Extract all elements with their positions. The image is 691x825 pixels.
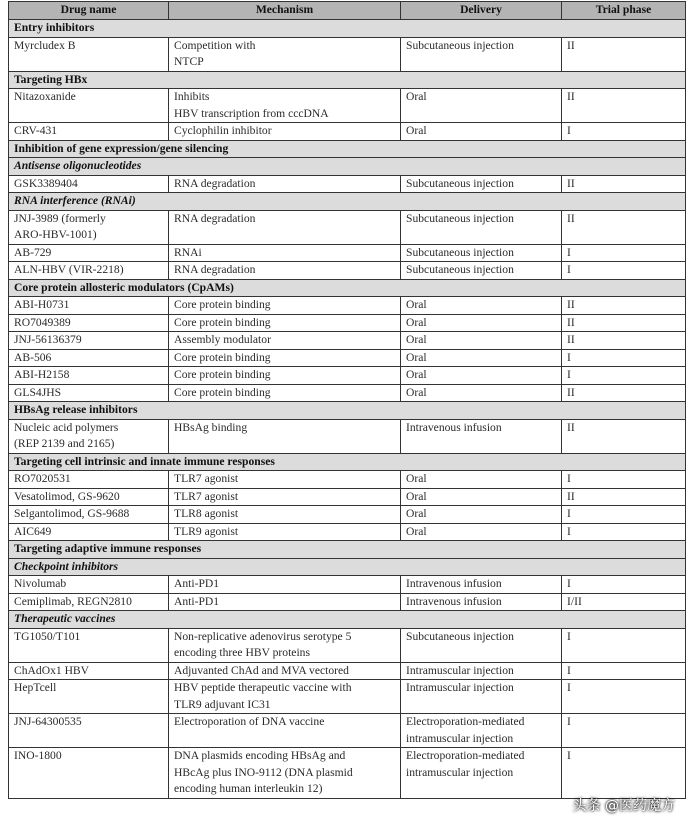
mechanism-cell: Core protein binding [169, 349, 401, 367]
trial-phase-cell: I [562, 367, 686, 385]
table-row [9, 748, 686, 799]
section-title: Targeting HBx [9, 71, 686, 89]
delivery-cell: Oral [401, 384, 562, 402]
table-row [9, 419, 686, 453]
delivery-cell: Intramuscular injection [401, 680, 562, 714]
delivery-cell: Oral [401, 488, 562, 506]
trial-phase-cell: I [562, 244, 686, 262]
delivery-cell: Electroporation-mediated intramuscular injection [401, 748, 562, 799]
drug-name-cell: RO7020531 [9, 471, 169, 489]
table-row [9, 506, 686, 524]
subsection-title: Antisense oligonucleotides [9, 158, 686, 176]
trial-phase-cell: II [562, 332, 686, 350]
delivery-cell: Oral [401, 123, 562, 141]
delivery-cell: Intravenous infusion [401, 576, 562, 594]
subsection-row [9, 193, 686, 211]
delivery-cell: Oral [401, 332, 562, 350]
drug-name-cell: HepTcell [9, 680, 169, 714]
mechanism-cell: TLR8 agonist [169, 506, 401, 524]
watermark: 头条 @医药魔方 [572, 798, 675, 814]
table-row [9, 628, 686, 662]
header-trial-phase: Trial phase [562, 2, 686, 20]
trial-phase-cell: I [562, 349, 686, 367]
mechanism-cell: Inhibits HBV transcription from cccDNA [169, 89, 401, 123]
drug-name-cell: Nitazoxanide [9, 89, 169, 123]
table-row [9, 123, 686, 141]
delivery-cell: Subcutaneous injection [401, 244, 562, 262]
delivery-cell: Intravenous infusion [401, 419, 562, 453]
table-row [9, 523, 686, 541]
section-row [9, 453, 686, 471]
section-title: Core protein allosteric modulators (CpAMs) [9, 279, 686, 297]
delivery-cell: Oral [401, 471, 562, 489]
mechanism-cell: Cyclophilin inhibitor [169, 123, 401, 141]
delivery-cell: Subcutaneous injection [401, 262, 562, 280]
section-title: Targeting cell intrinsic and innate immune responses [9, 453, 686, 471]
subsection-title: Checkpoint inhibitors [9, 558, 686, 576]
trial-phase-cell: I [562, 628, 686, 662]
subsection-row [9, 558, 686, 576]
table-row [9, 210, 686, 244]
mechanism-cell: Electroporation of DNA vaccine [169, 714, 401, 748]
delivery-cell: Subcutaneous injection [401, 210, 562, 244]
section-row [9, 71, 686, 89]
drug-table [8, 1, 686, 799]
table-row [9, 471, 686, 489]
drug-name-cell: TG1050/T101 [9, 628, 169, 662]
trial-phase-cell: II [562, 89, 686, 123]
mechanism-cell: Adjuvanted ChAd and MVA vectored [169, 662, 401, 680]
delivery-cell: Oral [401, 349, 562, 367]
table-row [9, 576, 686, 594]
mechanism-cell: Anti-PD1 [169, 576, 401, 594]
table-row [9, 297, 686, 315]
delivery-cell: Oral [401, 367, 562, 385]
delivery-cell: Oral [401, 297, 562, 315]
table-row [9, 175, 686, 193]
mechanism-cell: Core protein binding [169, 314, 401, 332]
trial-phase-cell: I [562, 662, 686, 680]
section-title: HBsAg release inhibitors [9, 402, 686, 420]
trial-phase-cell: I [562, 506, 686, 524]
trial-phase-cell: I [562, 262, 686, 280]
delivery-cell: Oral [401, 523, 562, 541]
section-row [9, 20, 686, 38]
mechanism-cell: Non-replicative adenovirus serotype 5 encoding three HBV proteins [169, 628, 401, 662]
section-title: Inhibition of gene expression/gene silencing [9, 140, 686, 158]
section-title: Entry inhibitors [9, 20, 686, 38]
mechanism-cell: Competition with NTCP [169, 37, 401, 71]
mechanism-cell: HBV peptide therapeutic vaccine with TLR9 adjuvant IC31 [169, 680, 401, 714]
mechanism-cell: RNAi [169, 244, 401, 262]
drug-name-cell: Myrcludex B [9, 37, 169, 71]
subsection-title: Therapeutic vaccines [9, 611, 686, 629]
table-row [9, 680, 686, 714]
trial-phase-cell: II [562, 297, 686, 315]
mechanism-cell: TLR7 agonist [169, 488, 401, 506]
drug-name-cell: GSK3389404 [9, 175, 169, 193]
table-row [9, 262, 686, 280]
trial-phase-cell: I [562, 123, 686, 141]
drug-name-cell: AIC649 [9, 523, 169, 541]
section-row [9, 279, 686, 297]
trial-phase-cell: II [562, 314, 686, 332]
drug-name-cell: CRV-431 [9, 123, 169, 141]
drug-name-cell: JNJ-3989 (formerly ARO-HBV-1001) [9, 210, 169, 244]
delivery-cell: Oral [401, 89, 562, 123]
table-row [9, 332, 686, 350]
table-row [9, 384, 686, 402]
drug-name-cell: RO7049389 [9, 314, 169, 332]
trial-phase-cell: II [562, 37, 686, 71]
trial-phase-cell: I/II [562, 593, 686, 611]
section-row [9, 140, 686, 158]
drug-name-cell: Cemiplimab, REGN2810 [9, 593, 169, 611]
trial-phase-cell: I [562, 576, 686, 594]
section-row [9, 541, 686, 559]
delivery-cell: Oral [401, 314, 562, 332]
trial-phase-cell: II [562, 384, 686, 402]
delivery-cell: Electroporation-mediated intramuscular injection [401, 714, 562, 748]
header-mechanism: Mechanism [169, 2, 401, 20]
drug-name-cell: Vesatolimod, GS-9620 [9, 488, 169, 506]
drug-name-cell: INO-1800 [9, 748, 169, 799]
drug-name-cell: AB-729 [9, 244, 169, 262]
trial-phase-cell: II [562, 210, 686, 244]
table-body [9, 20, 686, 799]
delivery-cell: Intravenous infusion [401, 593, 562, 611]
drug-name-cell: JNJ-56136379 [9, 332, 169, 350]
drug-name-cell: ABI-H2158 [9, 367, 169, 385]
mechanism-cell: Core protein binding [169, 384, 401, 402]
trial-phase-cell: I [562, 523, 686, 541]
drug-name-cell: ALN-HBV (VIR-2218) [9, 262, 169, 280]
trial-phase-cell: I [562, 680, 686, 714]
delivery-cell: Subcutaneous injection [401, 628, 562, 662]
table-row [9, 37, 686, 71]
mechanism-cell: TLR7 agonist [169, 471, 401, 489]
drug-name-cell: Selgantolimod, GS-9688 [9, 506, 169, 524]
mechanism-cell: Core protein binding [169, 367, 401, 385]
table-row [9, 349, 686, 367]
mechanism-cell: RNA degradation [169, 210, 401, 244]
trial-phase-cell: II [562, 175, 686, 193]
mechanism-cell: RNA degradation [169, 175, 401, 193]
mechanism-cell: TLR9 agonist [169, 523, 401, 541]
drug-name-cell: GLS4JHS [9, 384, 169, 402]
table-row [9, 488, 686, 506]
table-row [9, 662, 686, 680]
subsection-row [9, 158, 686, 176]
section-row [9, 402, 686, 420]
drug-name-cell: ChAdOx1 HBV [9, 662, 169, 680]
mechanism-cell: DNA plasmids encoding HBsAg and HBcAg plus INO-9112 (DNA plasmid encoding human interleukin 12) [169, 748, 401, 799]
table-row [9, 714, 686, 748]
delivery-cell: Intramuscular injection [401, 662, 562, 680]
trial-phase-cell: I [562, 748, 686, 799]
trial-phase-cell: II [562, 419, 686, 453]
table-row [9, 314, 686, 332]
mechanism-cell: RNA degradation [169, 262, 401, 280]
drug-name-cell: Nucleic acid polymers (REP 2139 and 2165) [9, 419, 169, 453]
delivery-cell: Oral [401, 506, 562, 524]
trial-phase-cell: I [562, 471, 686, 489]
subsection-row [9, 611, 686, 629]
table-row [9, 89, 686, 123]
drug-name-cell: ABI-H0731 [9, 297, 169, 315]
header-row [9, 2, 686, 20]
drug-name-cell: JNJ-64300535 [9, 714, 169, 748]
table-row [9, 367, 686, 385]
mechanism-cell: Anti-PD1 [169, 593, 401, 611]
mechanism-cell: Core protein binding [169, 297, 401, 315]
trial-phase-cell: II [562, 488, 686, 506]
delivery-cell: Subcutaneous injection [401, 37, 562, 71]
subsection-title: RNA interference (RNAi) [9, 193, 686, 211]
drug-name-cell: Nivolumab [9, 576, 169, 594]
table-row [9, 244, 686, 262]
mechanism-cell: HBsAg binding [169, 419, 401, 453]
header-delivery: Delivery [401, 2, 562, 20]
delivery-cell: Subcutaneous injection [401, 175, 562, 193]
section-title: Targeting adaptive immune responses [9, 541, 686, 559]
table-row [9, 593, 686, 611]
header-drug-name: Drug name [9, 2, 169, 20]
mechanism-cell: Assembly modulator [169, 332, 401, 350]
trial-phase-cell: I [562, 714, 686, 748]
drug-name-cell: AB-506 [9, 349, 169, 367]
